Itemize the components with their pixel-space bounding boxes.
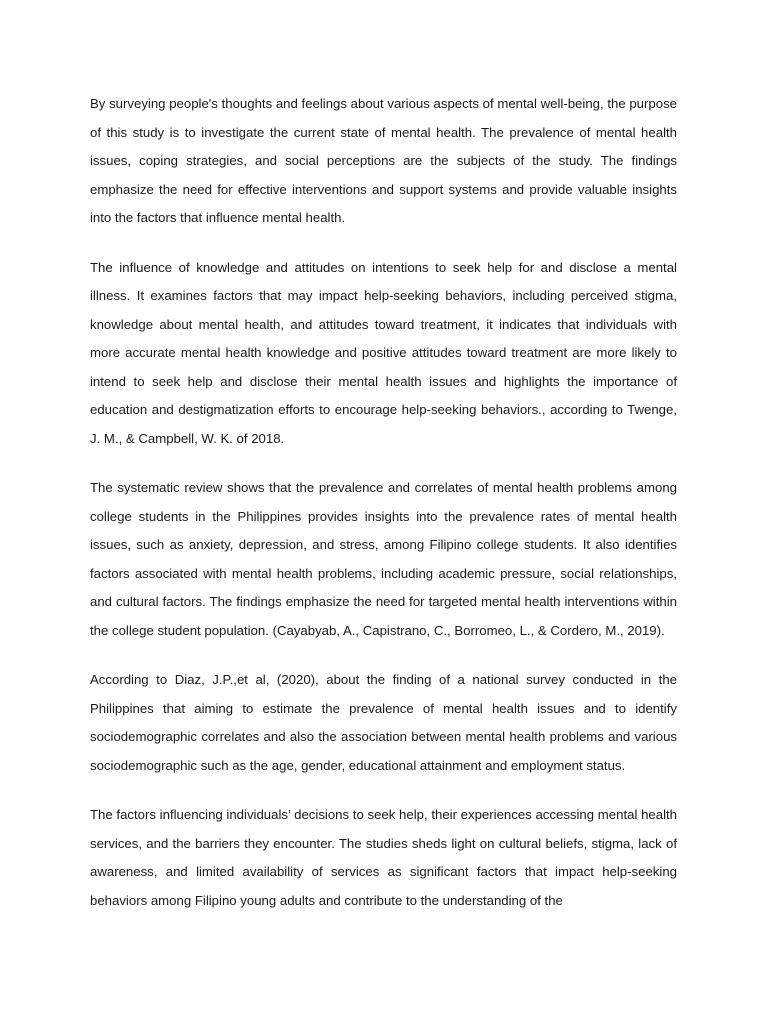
document-body (90, 90, 677, 936)
paragraph-help-seeking-factors: The factors influencing individuals’ decisions to seek help, their experiences accessing mental health services, and the barriers they encounter. The studies sheds light on cultural beliefs, stigma, lack of awareness, and limited availability of services as significant factors that impact help-seeking behaviors among Filipino young adults and contribute to the understanding of the (90, 807, 677, 908)
paragraph-study-purpose: By surveying people's thoughts and feelings about various aspects of mental well-being, the purpose of this study is to investigate the current state of mental health. The prevalence of mental health issues, coping strategies, and social perceptions are the subjects of the study. The findings emphasize the need for effective interventions and support systems and provide valuable insights into the factors that influence mental health. (90, 96, 677, 225)
paragraph-knowledge-attitudes: The influence of knowledge and attitudes on intentions to seek help for and disclose a mental illness. It examines factors that may impact help-seeking behaviors, including perceived stigma, knowledge about mental health, and attitudes toward treatment, it indicates that individuals with more accurate mental health knowledge and positive attitudes toward treatment are more likely to intend to seek help and disclose their mental health issues and highlights the importance of education and destigmatization efforts to encourage help-seeking behaviors., according to Twenge, J. M., & Campbell, W. K. of 2018. (90, 259, 677, 446)
paragraph-national-survey: According to Diaz, J.P.,et al, (2020), about the finding of a national survey conducted in the Philippines that aiming to estimate the prevalence of mental health issues and to identify sociodemographic correlates and also the association between mental health problems and various sociodemographic such as the age, gender, educational attainment and employment status. (90, 672, 677, 773)
paragraph-systematic-review: The systematic review shows that the prevalence and correlates of mental health problems among college students in the Philippines provides insights into the prevalence rates of mental health issues, such as anxiety, depression, and stress, among Filipino college students. It also identifies factors associated with mental health problems, including academic pressure, social relationships, and cultural factors. The findings emphasize the need for targeted mental health interventions within the college student population. (Cayabyab, A., Capistrano, C., Borromeo, L., & Cordero, M., 2019). (90, 480, 677, 638)
